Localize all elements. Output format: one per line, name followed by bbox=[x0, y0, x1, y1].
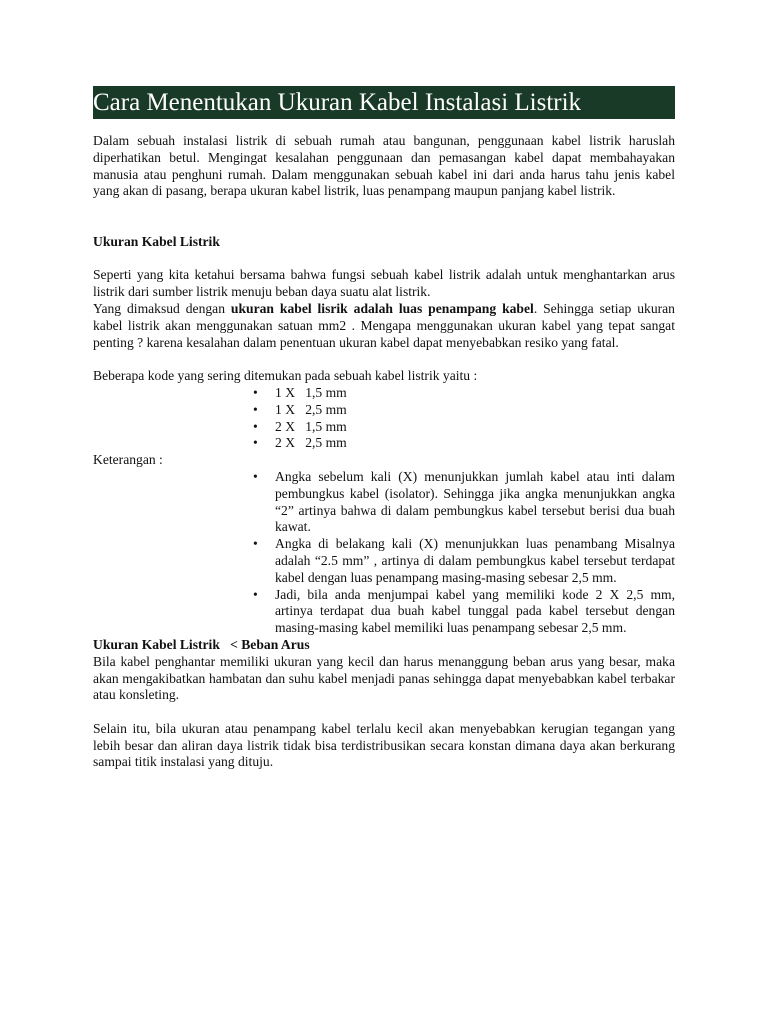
para2-prefix: Yang dimaksud dengan bbox=[93, 300, 231, 316]
document-page bbox=[93, 86, 675, 771]
note-text: • Angka di belakang kali (X) menunjukkan luas penambang Misalnya adalah “2.5 mm” , artinya di dalam pembungkus kabel tersebut terdapat kabel dengan luas penampang masing-masing sebesar 2,5 mm. bbox=[275, 536, 675, 585]
list-item bbox=[93, 587, 675, 637]
list-item bbox=[93, 419, 675, 436]
para2-suffix: . Sehingga setiap ukuran kabel listrik akan menggunakan satuan mm2 . Mengapa menggunakan ukuran kabel yang tepat sangat penting ? karena kesalahan dalam penentuan ukuran kabel dapat menyebabkan resiko yang fatal. bbox=[93, 300, 675, 350]
section2-heading-text: Ukuran Kabel Listrik < Beban Arus bbox=[93, 636, 310, 652]
para2-bold-definition: ukuran kabel lisrik adalah luas penampang kabel bbox=[230, 300, 534, 316]
list-item bbox=[93, 402, 675, 419]
note-text: • Jadi, bila anda menjumpai kabel yang memiliki kode 2 X 2,5 mm, artinya terdapat dua buah kabel tunggal pada kabel tersebut dengan masing-masing kabel memiliki luas penampang sebesar 2,5 mm. bbox=[275, 586, 675, 636]
intro-paragraph: Dalam sebuah instalasi listrik di sebuah rumah atau bangunan, penggunaan kabel listrik haruslah diperhatikan betul. Mengingat kesalahan penggunaan dan pemasangan kabel dapat membahayakan manusia atau penghuni rumah. Dalam menggunakan sebuah kabel ini dari anda harus tahu jenis kabel yang akan di pasang, berapa ukuran kabel listrik, luas penampang maupun panjang kabel listrik. bbox=[93, 133, 675, 199]
section-heading-ukuran-kabel: Ukuran Kabel Listrik bbox=[93, 233, 220, 249]
cable-code: 2 X 1,5 mm bbox=[275, 418, 347, 434]
spacer bbox=[93, 351, 675, 368]
section1-paragraph-2 bbox=[93, 301, 675, 351]
spacer bbox=[93, 251, 675, 268]
spacer bbox=[93, 200, 675, 234]
list-item bbox=[93, 469, 675, 536]
section2-paragraph-2: Selain itu, bila ukuran atau penampang kabel terlalu kecil akan menyebabkan kerugian tegangan yang lebih besar dan aliran daya listrik tidak bisa terdistribusikan secara konstan dimana daya akan berkurang sampai titik instalasi yang dituju. bbox=[93, 720, 675, 770]
section1-paragraph-1: Seperti yang kita ketahui bersama bahwa fungsi sebuah kabel listrik adalah untuk menghantarkan arus listrik dari sumber listrik menuju beban daya suatu alat listrik. bbox=[93, 267, 675, 300]
cable-code: 1 X 2,5 mm bbox=[275, 401, 347, 417]
notes-label: Keterangan : bbox=[93, 452, 163, 468]
section-heading-beban-arus bbox=[93, 637, 675, 654]
note-text: • Angka sebelum kali (X) menunjukkan jumlah kabel atau inti dalam pembungkus kabel (isolator). Sehingga jika angka menunjukkan angka “2” artinya bahwa di dalam pembungkus kabel tersebut berisi dua buah kawat. bbox=[275, 468, 675, 535]
document-title: Cara Menentukan Ukuran Kabel Instalasi Listrik bbox=[93, 86, 675, 119]
spacer bbox=[93, 704, 675, 721]
list-item bbox=[93, 385, 675, 402]
section2-paragraph-1: Bila kabel penghantar memiliki ukuran yang kecil dan harus menanggung beban arus yang besar, maka akan mengakibatkan hambatan dan suhu kabel menjadi panas sehingga dapat menyebabkan kabel terbakar atau konsleting. bbox=[93, 653, 675, 703]
codes-intro: Beberapa kode yang sering ditemukan pada sebuah kabel listrik yaitu : bbox=[93, 368, 478, 384]
list-item bbox=[93, 435, 675, 452]
notes-list bbox=[93, 469, 675, 637]
cable-code-list bbox=[93, 385, 675, 452]
cable-code: 2 X 2,5 mm bbox=[275, 435, 347, 451]
list-item bbox=[93, 536, 675, 586]
cable-code: 1 X 1,5 mm bbox=[275, 384, 347, 400]
